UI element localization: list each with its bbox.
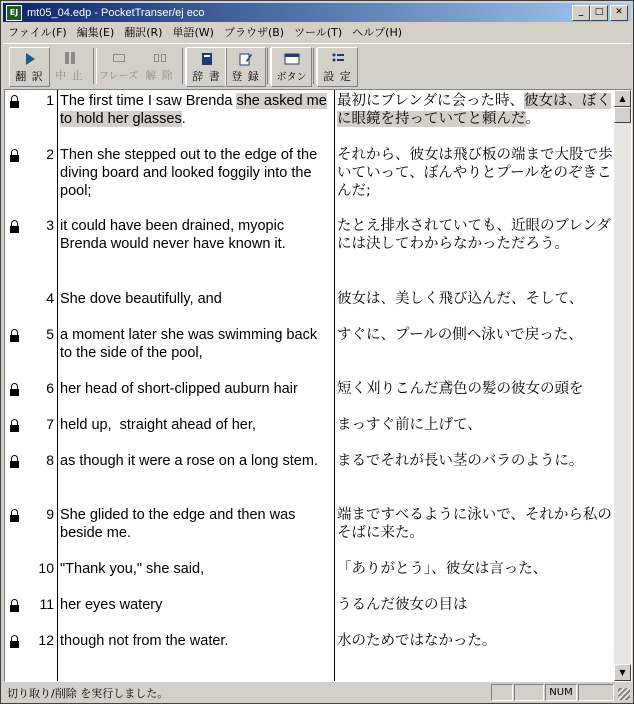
target-text[interactable]: 「ありがとう」、彼女は言った、 — [337, 561, 548, 577]
translate-label: 翻 訳 — [15, 70, 44, 83]
line-number: 1 — [46, 92, 54, 108]
lock-icon[interactable] — [10, 635, 19, 648]
menu-word[interactable]: 単語(W) — [172, 26, 214, 39]
title-bar[interactable] — [3, 3, 631, 22]
column-divider — [57, 90, 58, 681]
source-text-tail: . — [181, 111, 186, 127]
vertical-scrollbar[interactable] — [614, 90, 631, 681]
source-text[interactable]: it could have been drained, myopic Brenda would never have known it. — [60, 218, 286, 252]
source-text[interactable]: She dove beautifully, and — [60, 291, 222, 307]
source-text[interactable]: held up, straight ahead of her, — [60, 417, 256, 433]
source-text[interactable]: as though it were a rose on a long stem. — [60, 453, 318, 469]
target-text[interactable]: うるんだ彼女の目は — [337, 597, 468, 613]
scroll-down-button[interactable]: ▼ — [614, 664, 631, 681]
lock-icon[interactable] — [10, 509, 19, 522]
scroll-up-button[interactable]: ▲ — [614, 90, 631, 107]
menu-browser[interactable]: ブラウザ(B) — [223, 26, 285, 39]
phrase-icon — [99, 49, 138, 67]
source-text[interactable]: Then she stepped out to the edge of the diving board and looked foggily into the pool; — [60, 147, 318, 199]
source-text[interactable]: her eyes watery — [60, 597, 163, 613]
target-text-highlight: 彼女は、ぼくに眼鏡を持っていてと頼んだ — [337, 93, 611, 127]
list-icon — [318, 50, 357, 68]
buttons-button[interactable] — [271, 47, 312, 87]
dictionary-label: 辞 書 — [192, 70, 221, 83]
register-label: 登 録 — [231, 70, 260, 83]
dictionary-button[interactable] — [186, 47, 227, 87]
lock-icon[interactable] — [10, 383, 19, 396]
register-button[interactable] — [225, 47, 266, 87]
window-icon — [272, 50, 311, 68]
lock-icon[interactable] — [10, 149, 19, 162]
line-number: 2 — [46, 146, 54, 162]
source-text[interactable]: "Thank you," she said, — [60, 561, 205, 577]
line-number: 8 — [46, 452, 54, 468]
phrase-button[interactable] — [99, 47, 138, 85]
release-button[interactable] — [140, 47, 179, 85]
toolbar-separator — [93, 48, 97, 84]
pencil-icon — [226, 50, 265, 68]
source-text[interactable]: She glided to the edge and then was beside me. — [60, 507, 296, 541]
release-label: 解 除 — [145, 69, 174, 82]
stop-label: 中 止 — [55, 69, 84, 82]
resize-grip[interactable] — [618, 688, 630, 700]
lock-icon[interactable] — [10, 599, 19, 612]
release-icon — [140, 49, 179, 67]
num-lock-indicator: NUM — [545, 684, 577, 701]
lock-icon[interactable] — [10, 95, 19, 108]
close-button[interactable]: ✕ — [610, 5, 628, 21]
app-icon[interactable]: EJ — [6, 5, 22, 21]
source-text-plain: The first time I saw Brenda — [60, 93, 237, 109]
target-text[interactable]: それから、彼女は飛び板の端まで大股で歩いていって、ぼんやりとプールをのぞきこんだ; — [337, 147, 613, 199]
source-text[interactable] — [60, 92, 330, 128]
status-panel — [491, 684, 513, 701]
settings-button[interactable] — [317, 47, 358, 87]
target-text[interactable]: 短く刈りこんだ鳶色の髪の彼女の頭を — [337, 381, 584, 397]
book-icon — [187, 50, 226, 68]
target-text[interactable]: 端まですべるように泳いで、それから私のそばに来た。 — [337, 507, 612, 541]
lock-icon[interactable] — [10, 329, 19, 342]
target-text[interactable]: まっすぐ前に上げて、 — [337, 417, 482, 433]
target-text[interactable]: すぐに、プールの側へ泳いで戻った、 — [337, 327, 583, 343]
line-number: 11 — [39, 596, 54, 612]
status-panel — [578, 684, 614, 701]
translate-button[interactable] — [9, 47, 50, 87]
line-number: 12 — [38, 632, 54, 648]
line-number: 4 — [46, 290, 54, 306]
target-text[interactable]: 彼女は、美しく飛び込んだ、そして、 — [337, 291, 584, 307]
translation-grid[interactable] — [4, 89, 632, 682]
window-title: mt05_04.edp - PocketTranser/ej eco — [27, 6, 205, 19]
phrase-label: フレーズ — [99, 71, 139, 82]
menu-bar — [3, 23, 631, 41]
line-number: 10 — [38, 560, 54, 576]
line-number: 5 — [46, 326, 54, 342]
status-bar — [3, 683, 631, 701]
source-text-highlight: she asked me to hold her glasses — [60, 93, 327, 127]
menu-translate[interactable]: 翻訳(R) — [124, 26, 163, 39]
menu-tools[interactable]: ツール(T) — [294, 26, 343, 39]
menu-help[interactable]: ヘルプ(H) — [352, 26, 403, 39]
source-text[interactable]: a moment later she was swimming back to the side of the pool, — [60, 327, 318, 361]
target-text-plain: 最初にブレンダに会った時、 — [337, 93, 524, 109]
settings-label: 設 定 — [323, 70, 352, 83]
line-number: 3 — [46, 217, 54, 233]
status-panel — [514, 684, 544, 701]
source-text[interactable]: though not from the water. — [60, 633, 229, 649]
stop-button[interactable] — [50, 47, 89, 85]
line-number: 7 — [46, 416, 54, 432]
minimize-button[interactable]: _ — [572, 5, 590, 21]
target-text[interactable]: まるでそれが長い茎のバラのように。 — [337, 453, 584, 469]
line-number: 6 — [46, 380, 54, 396]
pause-icon — [50, 49, 89, 67]
play-icon — [10, 50, 49, 68]
lock-icon[interactable] — [10, 455, 19, 468]
source-text[interactable]: her head of short-clipped auburn hair — [60, 381, 298, 397]
maximize-button[interactable]: □ — [590, 5, 608, 21]
target-text[interactable] — [337, 92, 613, 128]
target-text[interactable]: 水のためではなかった。 — [337, 633, 497, 649]
target-text[interactable]: たとえ排水されていても、近眼のブレンダには決してわからなかっただろう。 — [337, 218, 611, 252]
status-message: 切り取り/削除 を実行しました。 — [7, 687, 169, 700]
menu-file[interactable]: ファイル(F) — [8, 26, 67, 39]
toolbar — [3, 43, 631, 88]
scroll-thumb[interactable] — [614, 107, 631, 123]
line-number: 9 — [46, 506, 54, 522]
buttons-label: ボタン — [276, 72, 307, 83]
lock-icon[interactable] — [10, 220, 19, 233]
lock-icon[interactable] — [10, 419, 19, 432]
target-text-tail: 。 — [525, 111, 540, 127]
menu-edit[interactable]: 編集(E) — [76, 26, 115, 39]
column-divider — [334, 90, 335, 681]
